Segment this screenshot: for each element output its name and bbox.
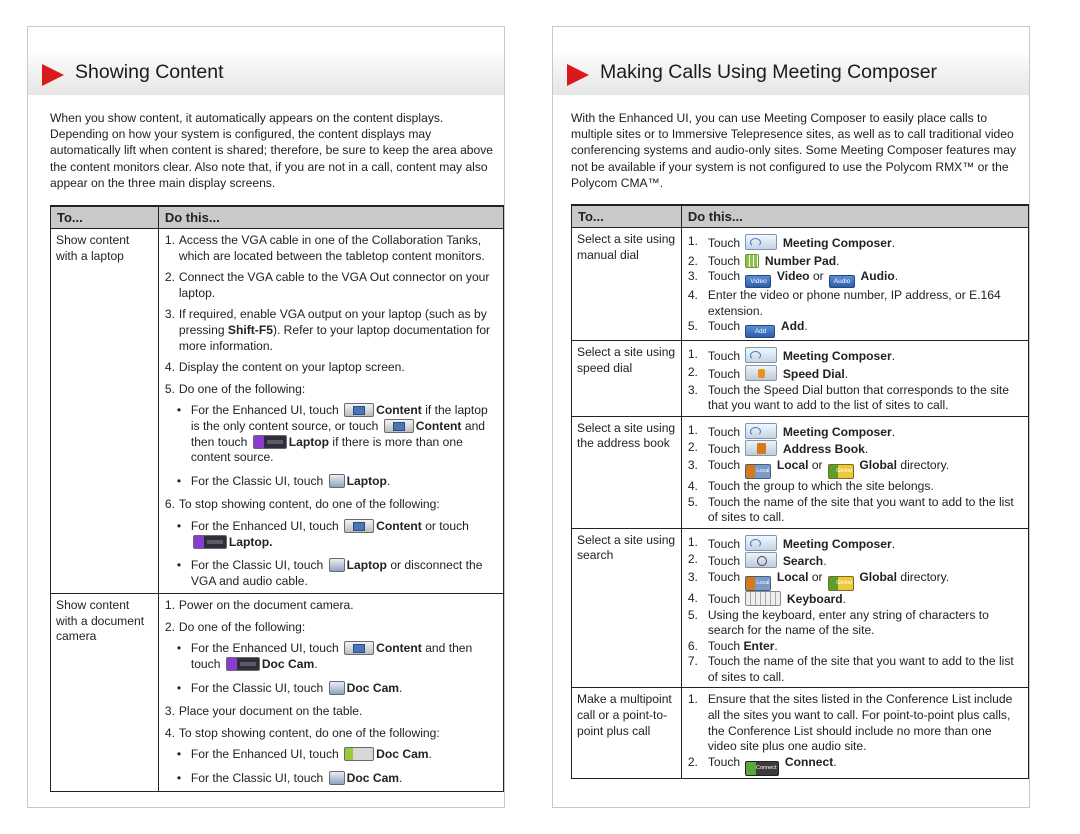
local-directory-icon: Local xyxy=(745,464,771,479)
section-banner xyxy=(28,51,504,95)
content-table xyxy=(50,205,504,792)
task-cell: Select a site using speed dial xyxy=(572,341,682,416)
steps-cell: 1. Touch Meeting Composer. 2. Touch Number Pad. 3. Touch Video Video or Audio Audio. 4. Enter the video or phone number, IP address, or E.164 extension. 5. Touch Add Add. xyxy=(681,228,1028,341)
steps-cell: 1. Power on the document camera. 2. Do one of the following: • For the Enhanced UI, touch Content and then touch Doc Cam. • For the Classic UI, touch Doc Cam. 3. Place your document on the table. 4. To stop showing content, do one of the following: • For the Enhanced UI, touch Doc Cam. • For the Classic UI, touch Doc Cam. xyxy=(158,594,503,791)
doc-cam-button-icon xyxy=(344,747,374,761)
task-cell: Select a site using manual dial xyxy=(572,228,682,341)
table-row xyxy=(51,229,504,594)
list-item: • For the Enhanced UI, touch Content if the laptop is the only content source, or touch Content and then touch Laptop if there is more than one content source. xyxy=(176,403,488,465)
section-banner xyxy=(553,51,1029,95)
table-row xyxy=(51,594,504,791)
intro-paragraph: With the Enhanced UI, you can use Meeting Composer to easily place calls to multiple sites or to Immersive Telepresence sites, as well as to call traditional video conferencing systems and audio-only sites. Some Meeting Composer features may not be available if your system is not configured to use the Polycom RMX™ or the Polycom CMA™. xyxy=(571,111,1016,190)
steps-cell: 1. Touch Meeting Composer. 2. Touch Search. 3. Touch Local Local or Global Global directory. 4. Touch Keyboard. 5. Using the keyboard, enter any string of characters to search for the name of the site. 6. Touch Enter. 7. Touch the name of the site that you want to add to the list of sites to call. xyxy=(681,528,1028,688)
table-row xyxy=(572,228,1029,341)
page-title: Showing Content xyxy=(75,61,224,83)
task-cell: Show content with a laptop xyxy=(51,229,159,594)
number-pad-icon xyxy=(745,254,759,268)
steps-cell: 1. Ensure that the sites listed in the Conference List include all the sites you want to call. For point-to-point plus calls, the Conference List should include no more than one video site plus one audio site. 2. Touch Connect Connect. xyxy=(681,688,1028,778)
address-book-icon xyxy=(745,440,777,456)
steps-cell: 1. Touch Meeting Composer. 2. Touch Address Book. 3. Touch Local Local or Global Global directory. 4. Touch the group to which the site belongs. 5. Touch the name of the site that you want to add to the list of sites to call. xyxy=(681,416,1028,528)
steps-cell: 1. Touch Meeting Composer. 2. Touch Speed Dial. 3. Touch the Speed Dial button that corresponds to the site that you want to add to the list of sites to call. xyxy=(681,341,1028,416)
table-header xyxy=(572,205,1029,228)
search-icon xyxy=(745,552,777,568)
meeting-composer-icon xyxy=(745,234,777,250)
meeting-composer-icon xyxy=(745,423,777,439)
list-item: • For the Enhanced UI, touch Content or touch Laptop. xyxy=(176,518,469,549)
laptop-classic-icon xyxy=(329,474,345,488)
doc-cam-classic-icon xyxy=(329,771,345,785)
content-button-icon xyxy=(384,419,414,433)
audio-icon: Audio xyxy=(829,275,855,288)
content-button-icon xyxy=(344,641,374,655)
task-cell: Select a site using the address book xyxy=(572,416,682,528)
column-header-do: Do this... xyxy=(681,205,1028,228)
task-cell: Show content with a document camera xyxy=(51,594,159,791)
add-icon: Add xyxy=(745,325,775,338)
right-page xyxy=(552,26,1030,808)
table-row xyxy=(572,341,1029,416)
meeting-composer-table xyxy=(571,204,1029,779)
left-page xyxy=(27,26,505,808)
table-header xyxy=(51,206,504,229)
red-arrow-icon xyxy=(567,64,589,86)
meeting-composer-icon xyxy=(745,535,777,551)
content-button-icon xyxy=(344,519,374,533)
doc-cam-classic-icon xyxy=(329,681,345,695)
video-icon: Video xyxy=(745,275,771,288)
column-header-to: To... xyxy=(51,206,159,229)
list-item: • For the Classic UI, touch Doc Cam. xyxy=(176,771,403,786)
meeting-composer-icon xyxy=(745,347,777,363)
task-cell: Make a multipoint call or a point-to-point plus call xyxy=(572,688,682,778)
laptop-button-icon xyxy=(193,535,227,549)
table-row xyxy=(572,528,1029,688)
doc-cam-button-icon xyxy=(226,657,260,671)
table-row xyxy=(572,688,1029,778)
content-button-icon xyxy=(344,403,374,417)
list-item: • For the Classic UI, touch Doc Cam. xyxy=(176,680,403,695)
column-header-to: To... xyxy=(572,205,682,228)
list-item: • For the Enhanced UI, touch Content and then touch Doc Cam. xyxy=(176,641,473,672)
global-directory-icon: Global xyxy=(828,464,854,479)
task-cell: Select a site using search xyxy=(572,528,682,688)
list-item: • For the Classic UI, touch Laptop or disconnect the VGA and audio cable. xyxy=(176,558,483,588)
keyboard-icon xyxy=(745,591,781,606)
laptop-button-icon xyxy=(253,435,287,449)
connect-icon: Connect xyxy=(745,761,779,776)
table-row xyxy=(572,416,1029,528)
global-directory-icon: Global xyxy=(828,576,854,591)
laptop-classic-icon xyxy=(329,558,345,572)
speed-dial-icon xyxy=(745,365,777,381)
steps-cell: 1. Access the VGA cable in one of the Collaboration Tanks, which are located between the tabletop content monitors. 2. Connect the VGA cable to the VGA Out connector on your laptop. 3. If required, enable VGA output on your laptop (such as by pressing Shift-F5). Refer to your laptop documentation for more information. 4. Display the content on your laptop screen. 5. Do one of the following: • For the Enhanced UI, touch Content if the laptop is the only content source, or touch Content and then touch Laptop if there is more than one content source. • For the Classic UI, touch Laptop. 6. To stop showing content, do one of the following: • For the Enhanced UI, touch Content or touch Laptop. • For the Classic UI, touch Laptop or disconnect the VGA and audio cable. xyxy=(158,229,503,594)
red-arrow-icon xyxy=(42,64,64,86)
local-directory-icon: Local xyxy=(745,576,771,591)
intro-paragraph: When you show content, it automatically appears on the content displays. Depending on how your system is configured, the content displays may automatically lift when content is shared; therefore, be sure to keep the area above the content monitors clear. Also note that, if you are not in a call, content may also appear on the three main display screens. xyxy=(50,111,494,190)
list-item: • For the Classic UI, touch Laptop. xyxy=(176,473,391,488)
page-title: Making Calls Using Meeting Composer xyxy=(600,61,938,83)
column-header-do: Do this... xyxy=(158,206,503,229)
list-item: • For the Enhanced UI, touch Doc Cam. xyxy=(176,747,432,762)
